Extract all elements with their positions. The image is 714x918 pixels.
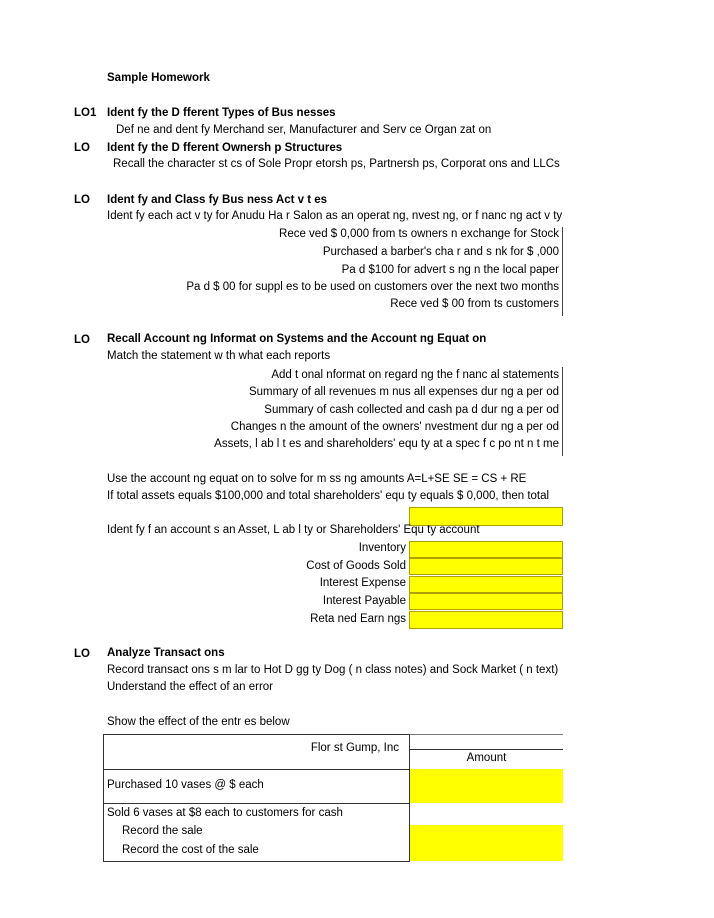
account-answer-cell[interactable]	[409, 558, 563, 575]
activity-item: Pa d $ 00 for suppl es to be used on customers over the next two months	[186, 281, 559, 293]
statement-item: Summary of all revenues m nus all expenses dur ng a per od	[248, 386, 559, 398]
statement-item: Changes n the amount of the owners' nvestment dur ng a per od	[230, 421, 559, 433]
page-title: Sample Homework	[107, 72, 210, 84]
section-heading-ownership: Ident fy the D fferent Ownersh p Structures	[107, 142, 343, 154]
section-heading-activities: Ident fy and Class fy Bus ness Act v t es	[107, 194, 328, 206]
section-sub-record: Record transact ons s m lar to Hot D gg ty Dog ( n class notes) and Sock Market ( n text)	[107, 664, 559, 676]
statement-item: Assets, l ab l t es and shareholders' equ ty at a spec f c po nt n t me	[214, 438, 559, 450]
activity-item: Purchased a barber's cha r and s nk for $ ,000	[322, 246, 559, 258]
answer-column-border	[562, 367, 563, 456]
table-row-label: Purchased 10 vases @ $ each	[107, 779, 264, 791]
table-border-bottom	[103, 861, 410, 862]
classify-prompt: Ident fy f an account s an Asset, L ab l ty or Shareholders' Equ ty account	[107, 524, 480, 536]
statement-item: Add t onal nformat on regard ng the f nanc al statements	[271, 369, 559, 381]
table-border-left	[103, 734, 104, 862]
section-heading-accounting-systems: Recall Account ng Informat on Systems and the Account ng Equat on	[107, 333, 487, 345]
table-border-top-amount	[409, 734, 563, 735]
account-answer-cell[interactable]	[409, 593, 563, 610]
section-sub-ownership: Recall the character st cs of Sole Propr etorsh ps, Partnersh ps, Corporat ons and LLCs	[113, 158, 560, 170]
section-sub-error: Understand the effect of an error	[107, 681, 273, 693]
account-name: Reta ned Earn ngs	[310, 613, 406, 625]
account-name: Interest Expense	[319, 577, 406, 589]
activity-item: Rece ved $ 0,000 from ts owners n exchange for Stock	[279, 228, 559, 240]
answer-column-border	[562, 227, 563, 316]
amount-answer-cell[interactable]	[410, 769, 563, 803]
table-border-top	[103, 734, 409, 735]
account-answer-cell[interactable]	[409, 611, 563, 629]
section-label-lo2: LO	[74, 142, 90, 154]
show-effect-label: Show the effect of the entr es below	[107, 716, 290, 728]
table-row-label: Sold 6 vases at $8 each to customers for cash	[107, 807, 343, 819]
amount-header: Amount	[466, 752, 507, 764]
table-row-sublabel: Record the cost of the sale	[122, 844, 259, 856]
equation-line: Use the account ng equat on to solve for m ss ng amounts A=L+SE SE = CS + RE	[107, 473, 527, 485]
account-answer-cell[interactable]	[409, 541, 563, 558]
table-row-sublabel: Record the sale	[122, 825, 203, 837]
section-label-lo3: LO	[74, 194, 90, 206]
section-sub-activities: Ident fy each act v ty for Anudu Ha r Salon as an operat ng, nvest ng, or f nanc ng act v ty	[107, 210, 563, 222]
table-company-name: Flor st Gump, Inc	[310, 742, 399, 754]
account-name: Inventory	[358, 542, 406, 554]
statement-item: Summary of cash collected and cash pa d dur ng a per od	[264, 404, 559, 416]
account-answer-cell[interactable]	[409, 576, 563, 593]
section-label-lo1: LO1	[74, 107, 97, 119]
section-sub-business-types: Def ne and dent fy Merchand ser, Manufacturer and Serv ce Organ zat on	[116, 124, 492, 136]
account-name: Interest Payable	[322, 595, 406, 607]
activity-item: Pa d $100 for advert s ng n the local paper	[341, 264, 559, 276]
account-name: Cost of Goods Sold	[306, 560, 406, 572]
amount-answer-cell[interactable]	[410, 825, 563, 861]
section-label-lo5: LO	[74, 648, 90, 660]
section-sub-match: Match the statement w th what each reports	[107, 350, 331, 362]
section-label-lo4: LO	[74, 334, 90, 346]
activity-item: Rece ved $ 00 from ts customers	[390, 298, 559, 310]
section-heading-analyze: Analyze Transact ons	[107, 647, 225, 659]
amount-header-rule	[409, 749, 563, 750]
section-heading-business-types: Ident fy the D fferent Types of Bus nesses	[107, 107, 336, 119]
table-row-divider	[103, 803, 409, 804]
table-row-divider	[103, 769, 409, 770]
equation-question: If total assets equals $100,000 and total shareholders' equ ty equals $ 0,000, then total	[107, 490, 550, 502]
